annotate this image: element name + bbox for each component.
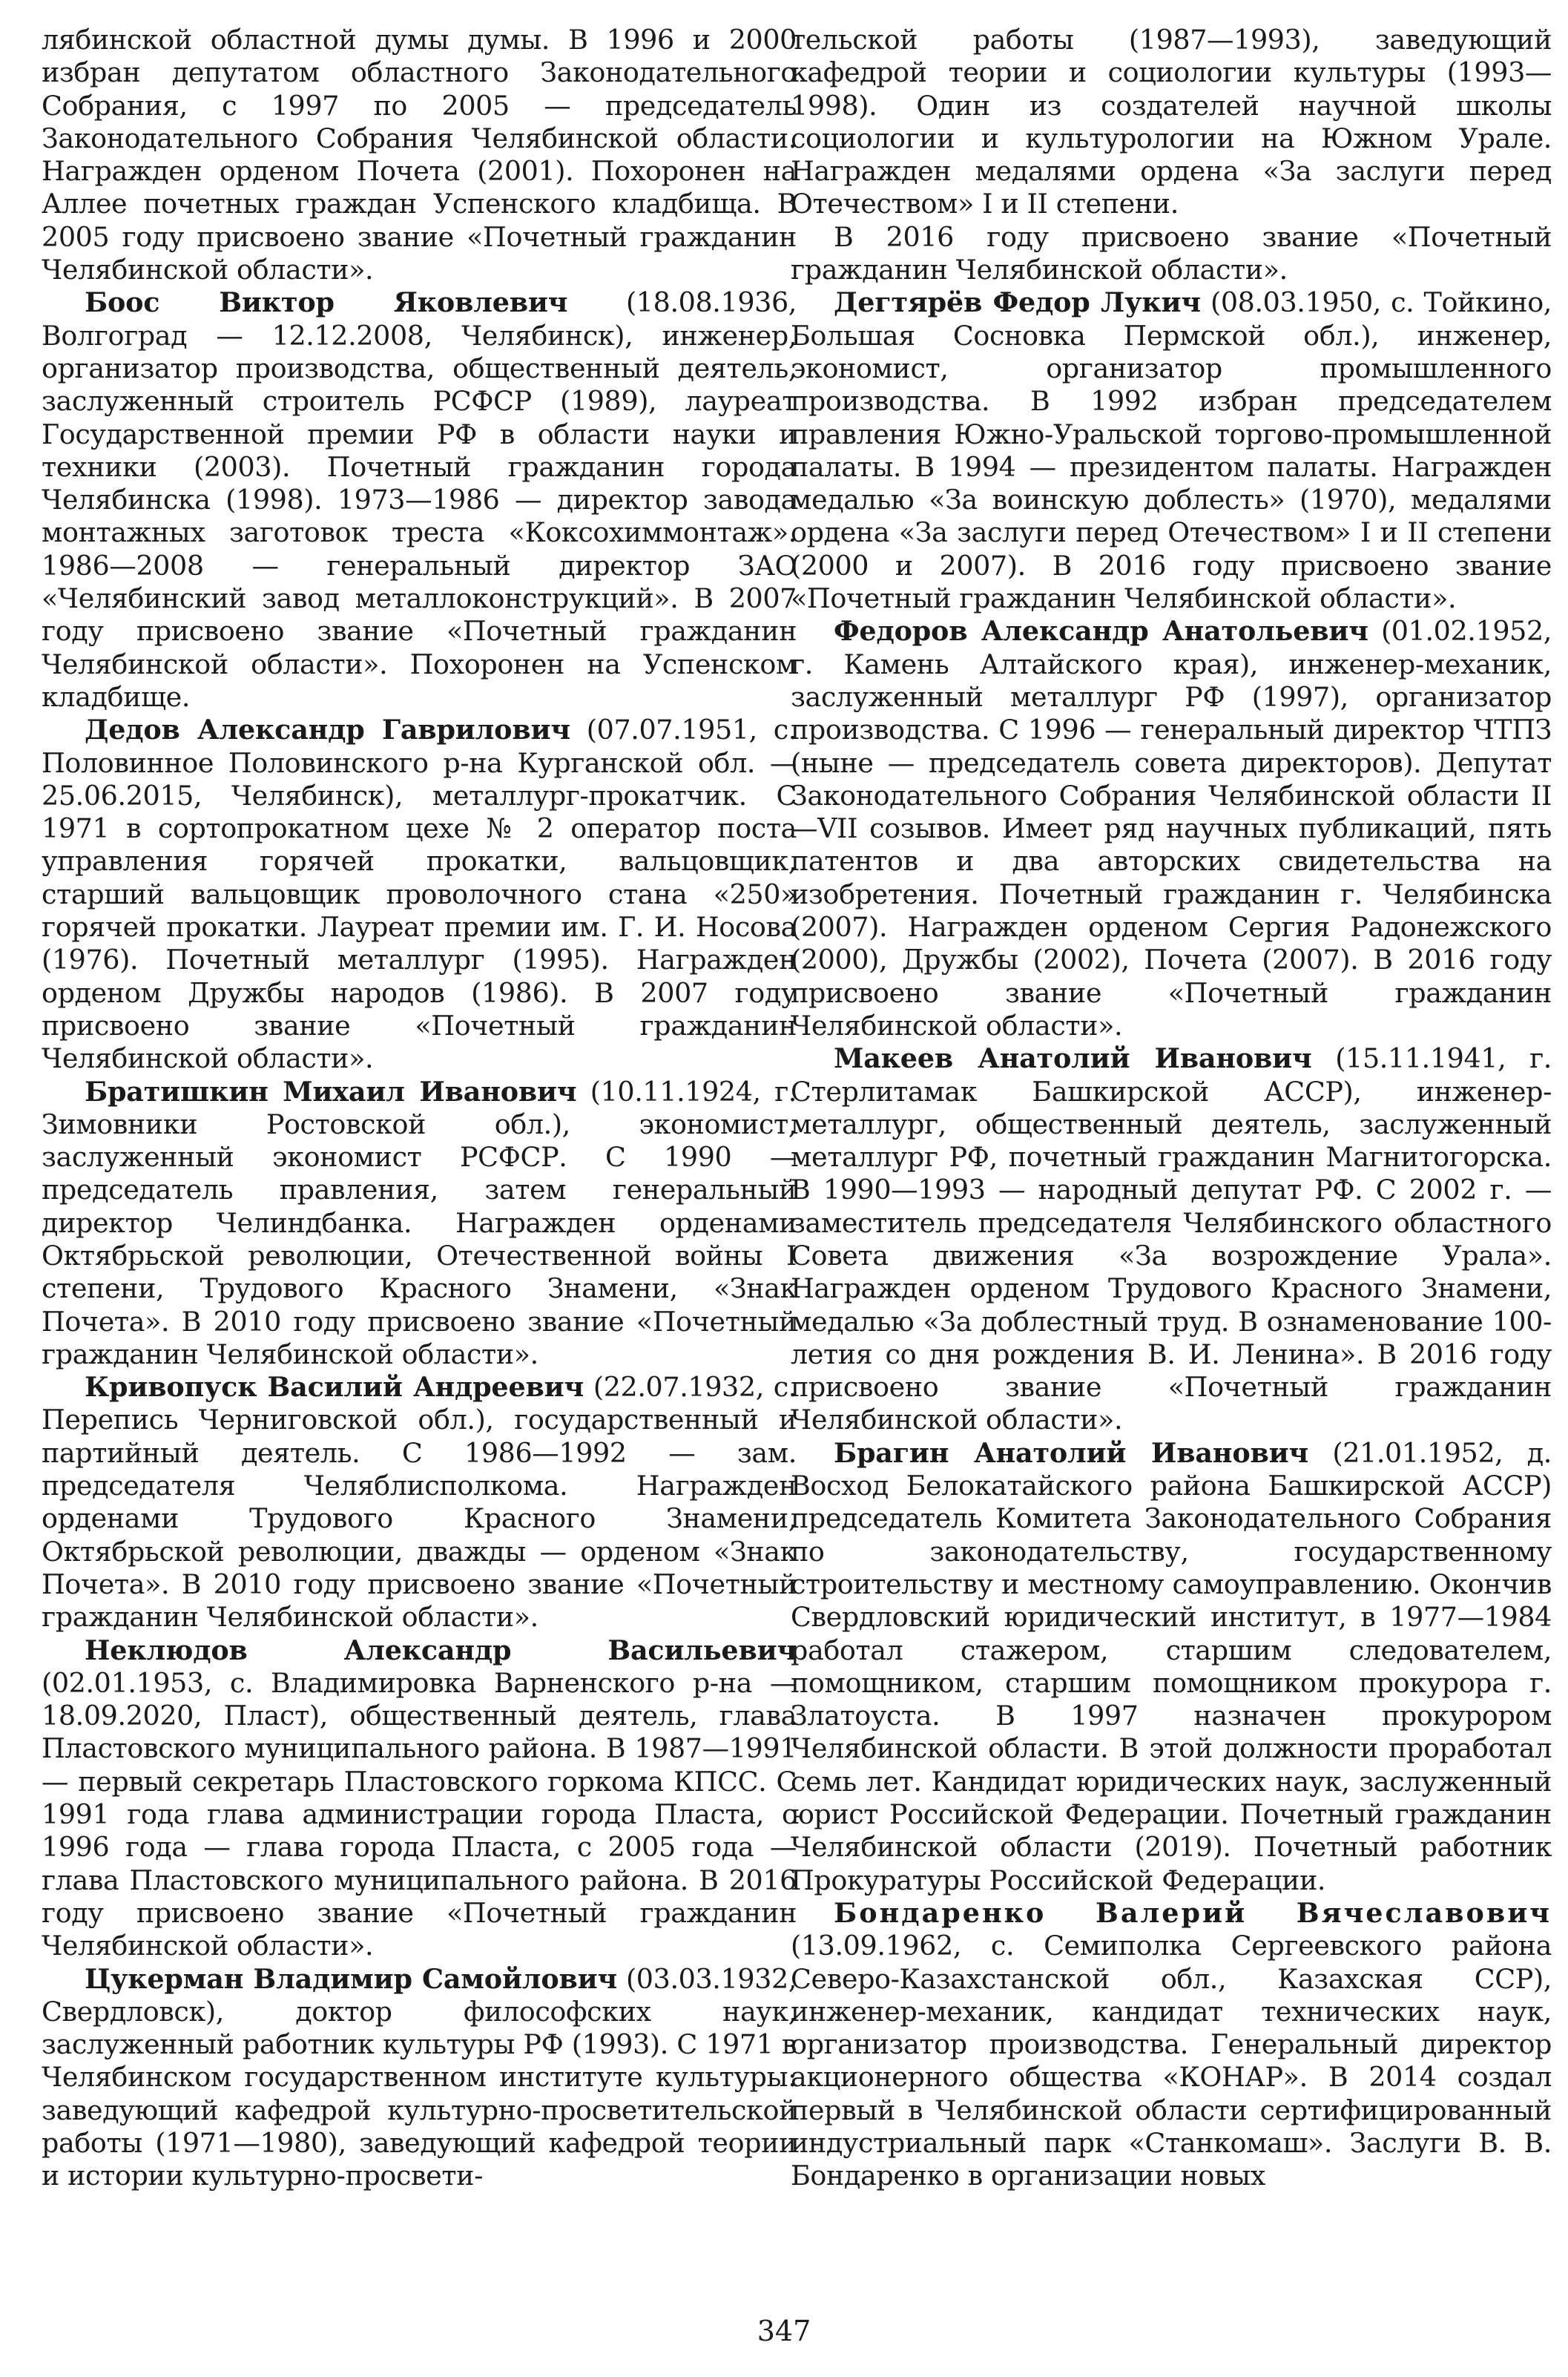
biography-entry (791, 1897, 1552, 2193)
person-name: Дедов Александр Гаврилович (85, 714, 570, 746)
biography-entry (791, 615, 1552, 1042)
biography-entry (42, 714, 797, 1075)
person-name: Макеев Анатолий Иванович (834, 1042, 1312, 1075)
biography-entry (791, 1437, 1552, 1897)
biography-text: (21.01.1952, д. Восход Белокатайского района Башкирской АССР) председатель Комитета Законодательного Собрания по законодательству, государственному строительству и местному самоуправлению. Окончив Свердловский юридический институт, в 1977—1984 работал стажером, старшим следователем, помощником, старшим помощником прокурора г. Златоуста. В 1997 назначен прокурором Челябинской области. В этой должности проработал семь лет. Кандидат юридических наук, заслуженный юрист Российской Федерации. Почетный гражданин Челябинской области (2019). Почетный работник Прокуратуры Российской Федерации. (791, 1436, 1552, 1896)
person-name: Дегтярёв Федор Лукич (834, 286, 1201, 319)
biography-text: (01.02.1952, г. Камень Алтайского края), инженер-механик, заслуженный металлург РФ (1997), организатор производства. С 1996 — генеральный директор ЧТПЗ (ныне — председатель совета директоров). Депутат Законодательного Собрания Челябинской области II—VII созывов. Имеет ряд научных публикаций, пять патентов и два авторских свидетельства на изобретения. Почетный гражданин г. Челябинска (2007). Награжден орденом Сергия Радонежского (2000), Дружбы (2002), Почета (2007). В 2016 году присвоено звание «Почетный гражданин Челябинской области». (791, 615, 1552, 1042)
biography-entry (42, 1371, 797, 1634)
person-name: Братишкин Михаил Иванович (85, 1075, 577, 1108)
biography-text: (15.11.1941, г. Стерлитамак Башкирской АССР), инженер-металлург, общественный деятель, заслуженный металлург РФ, почетный гражданин Магнитогорска. В 1990—1993 — народный депутат РФ. С 2002 г. — заместитель председателя Челябинского областного Совета движения «За возрождение Урала». Награжден орденом Трудового Красного Знамени, медалью «За доблестный труд. В ознаменование 100-летия со дня рождения В. И. Ленина». В 2016 году присвоено звание «Почетный гражданин Челябинской области». (791, 1042, 1552, 1436)
continuation-paragraph: лябинской областной думы думы. В 1996 и 2000 избран депутатом областного Законодательного Собрания, с 1997 по 2005 — председатель Законодательного Собрания Челябинской области. Награжден орденом Почета (2001). Похоронен на Аллее почетных граждан Успенского кладбища. В 2005 году присвоено звание «Почетный гражданин Челябинской области». (42, 24, 797, 286)
biography-entry (42, 286, 797, 714)
biography-text: (03.03.1932, Свердловск), доктор философских наук, заслуженный работник культуры РФ (1993). С 1971 в Челябинском государственном институте культуры: заведующий кафедрой культурно-просветительской работы (1971—1980), заведующий кафедрой теории и истории культурно-просвети- (42, 1962, 797, 2192)
biography-text: (13.09.1962, с. Семиполка Сергеевского района Северо-Казахстанской обл., Казахская ССР), инженер-механик, кандидат технических наук, организатор производства. Генеральный директор акционерного общества «КОНАР». В 2014 создал первый в Челябинской области сертифицированный индустриальный парк «Станкомаш». Заслуги В. В. Бондаренко в организации новых (791, 1930, 1552, 2192)
biography-text: (02.01.1953, с. Владимировка Варненского р-на — 18.09.2020, Пласт), общественный деятель, глава Пластовского муниципального района. В 1987—1991 — первый секретарь Пластовского горкома КПСС. С 1991 года глава администрации города Пласта, с 1996 года — глава города Пласта, с 2005 года — глава Пластовского муниципального района. В 2016 году присвоено звание «Почетный гражданин Челябинской области». (42, 1666, 797, 1962)
person-name: Бондаренко Валерий Вячеславович (834, 1896, 1552, 1929)
biography-text: (22.07.1932, с. Перепись Черниговской обл.), государственный и партийный деятель. С 1986—1992 — зам. председателя Челяблисполкома. Награжден орденами Трудового Красного Знамени, Октябрьской революции, дважды — орденом «Знак Почета». В 2010 году присвоено звание «Почетный гражданин Челябинской области». (42, 1371, 797, 1634)
biography-text: (10.11.1924, г. Зимовники Ростовской обл.), экономист, заслуженный экономист РСФСР. С 1990 — председатель правления, затем генеральный директор Челиндбанка. Награжден орденами Октябрьской революции, Отечественной войны I степени, Трудового Красного Знамени, «Знак Почета». В 2010 году присвоено звание «Почетный гражданин Челябинской области». (42, 1075, 797, 1370)
biography-text: (07.07.1951, с. Половинное Половинского р-на Курганской обл. — 25.06.2015, Челябинск), металлург-прокатчик. С 1971 в сортопрокатном цехе № 2 оператор поста управления горячей прокатки, вальцовщик, старший вальцовщик проволочного стана «250» горячей прокатки. Лауреат премии им. Г. И. Носова (1976). Почетный металлург (1995). Награжден орденом Дружбы народов (1986). В 2007 году присвоено звание «Почетный гражданин Челябинской области». (42, 714, 797, 1075)
person-name: Цукерман Владимир Самойлович (85, 1962, 618, 1995)
person-name: Неклюдов Александр Васильевич (85, 1634, 797, 1666)
biography-entry (791, 286, 1552, 615)
continuation-paragraph: тельской работы (1987—1993), заведующий кафедрой теории и социологии культуры (1993—1998). Один из создателей научной школы социологии и культурологии на Южном Урале. Награжден медалями ордена «За заслуги перед Отечеством» I и II степени. (791, 24, 1552, 220)
biography-text: (18.08.1936, Волгоград — 12.12.2008, Челябинск), инженер, организатор производства, общественный деятель, заслуженный строитель РСФСР (1989), лауреат Государственной премии РФ в области науки и техники (2003). Почетный гражданин города Челябинска (1998). 1973—1986 — директор завода монтажных заготовок треста «Коксохиммонтаж». 1986—2008 — генеральный директор ЗАО «Челябинский завод металлоконструкций». В 2007 году присвоено звание «Почетный гражданин Челябинской области». Похоронен на Успенском кладбище. (42, 286, 797, 713)
person-name: Федоров Александр Анатольевич (834, 615, 1368, 648)
biography-entry (791, 1042, 1552, 1437)
continuation-paragraph: В 2016 году присвоено звание «Почетный гражданин Челябинской области». (791, 220, 1552, 286)
biography-text: (08.03.1950, с. Тойкино, Большая Сосновка Пермской обл.), инженер, экономист, организатор промышленного производства. В 1992 избран председателем правления Южно-Уральской торгово-промышленной палаты. В 1994 — президентом палаты. Награжден медалью «За воинскую доблесть» (1970), медалями ордена «За заслуги перед Отечеством» I и II степени (2000 и 2007). В 2016 году присвоено звание «Почетный гражданин Челябинской области». (791, 286, 1552, 615)
biography-entry (42, 1634, 797, 1963)
person-name: Кривопуск Василий Андреевич (85, 1371, 584, 1404)
left-column (42, 24, 797, 2309)
person-name: Боос Виктор Яковлевич (85, 286, 568, 319)
right-column (791, 24, 1552, 2309)
person-name: Брагин Анатолий Иванович (834, 1436, 1309, 1469)
biography-entry (42, 1076, 797, 1372)
biography-entry (42, 1963, 797, 2193)
page-number: 347 (757, 2315, 811, 2347)
